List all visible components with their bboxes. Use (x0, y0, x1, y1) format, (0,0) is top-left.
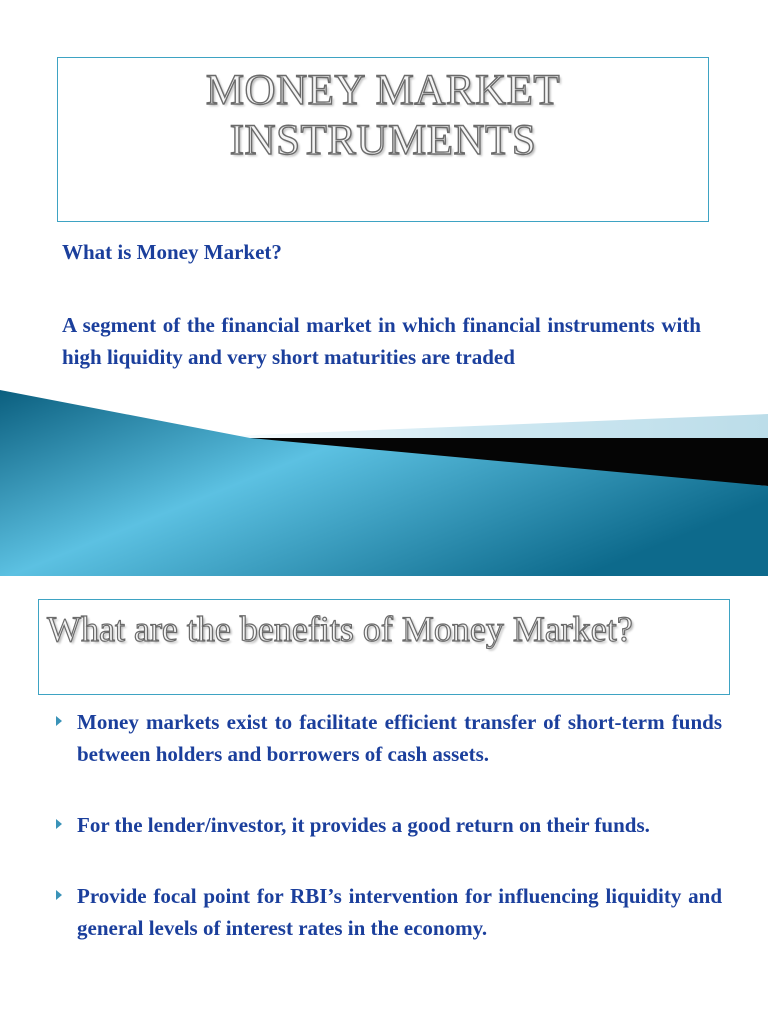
title-box (38, 599, 730, 695)
definition-text: A segment of the financial market in which financial instruments with high liquidity and very short maturities are traded (62, 313, 701, 369)
list-item-text: Money markets exist to facilitate efficient transfer of short-term funds between holders and borrowers of cash assets. (77, 710, 722, 766)
question-heading: What is Money Market? (62, 240, 282, 264)
list-item-text: Provide focal point for RBI’s intervention for influencing liquidity and general levels of interest rates in the economy. (77, 884, 722, 940)
list-item-text: For the lender/investor, it provides a good return on their funds. (77, 813, 650, 837)
slide-title (58, 66, 708, 166)
bullet-list (54, 706, 722, 983)
list-item (54, 809, 722, 841)
list-item (54, 706, 722, 770)
wave-band (0, 390, 768, 576)
triangle-right-icon (56, 819, 62, 829)
wave-highlight (180, 414, 768, 438)
title-line-2: INSTRUMENTS (229, 117, 537, 164)
decorative-wave (0, 380, 768, 576)
triangle-right-icon (56, 890, 62, 900)
slide-title: What are the benefits of Money Market? (47, 609, 633, 649)
slide-2 (0, 576, 768, 1024)
list-item (54, 880, 722, 944)
triangle-right-icon (56, 716, 62, 726)
title-box (57, 57, 709, 222)
title-line-1: MONEY MARKET (205, 67, 561, 114)
